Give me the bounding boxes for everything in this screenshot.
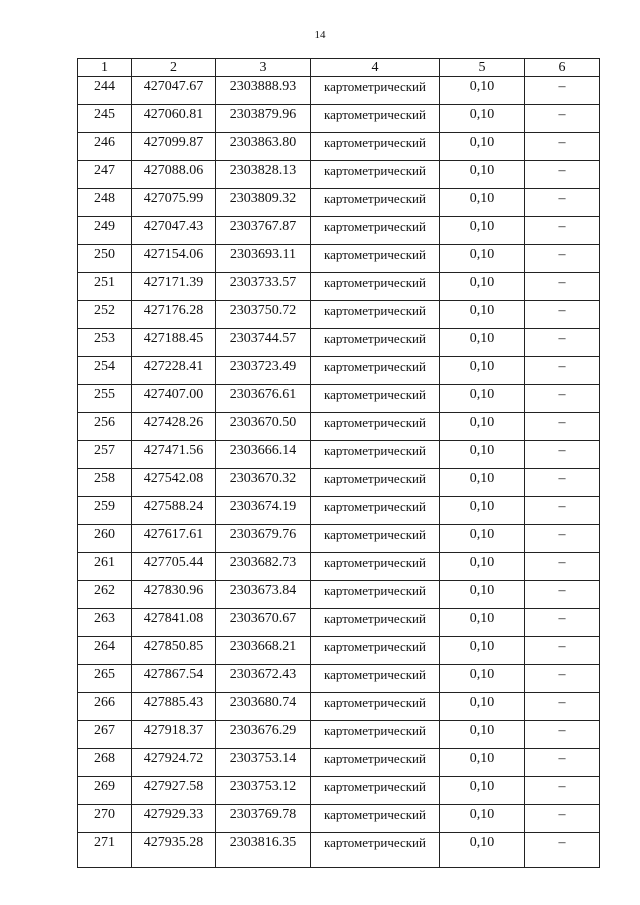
accuracy-cell: 0,10: [440, 161, 525, 189]
description-cell: –: [525, 189, 600, 217]
point-number-cell: 250: [78, 245, 132, 273]
accuracy-cell: 0,10: [440, 525, 525, 553]
point-number-cell: 266: [78, 693, 132, 721]
y-coordinate-cell: 2303676.61: [216, 385, 311, 413]
method-cell: картометрический: [311, 721, 440, 749]
y-coordinate-cell: 2303673.84: [216, 581, 311, 609]
y-coordinate-cell: 2303750.72: [216, 301, 311, 329]
x-coordinate-cell: 427830.96: [132, 581, 216, 609]
method-cell: картометрический: [311, 189, 440, 217]
x-coordinate-cell: 427407.00: [132, 385, 216, 413]
description-cell: –: [525, 805, 600, 833]
table-header: [78, 59, 600, 77]
table-row: [78, 637, 600, 665]
point-number-cell: 245: [78, 105, 132, 133]
method-cell: картометрический: [311, 161, 440, 189]
column-header-5: 5: [440, 59, 525, 77]
point-number-cell: 255: [78, 385, 132, 413]
x-coordinate-cell: 427154.06: [132, 245, 216, 273]
method-cell: картометрический: [311, 833, 440, 868]
point-number-cell: 254: [78, 357, 132, 385]
x-coordinate-cell: 427088.06: [132, 161, 216, 189]
table-row: [78, 553, 600, 581]
method-cell: картометрический: [311, 357, 440, 385]
point-number-cell: 251: [78, 273, 132, 301]
point-number-cell: 263: [78, 609, 132, 637]
point-number-cell: 271: [78, 833, 132, 868]
method-cell: картометрический: [311, 525, 440, 553]
description-cell: –: [525, 693, 600, 721]
table-row: [78, 721, 600, 749]
table-row: [78, 609, 600, 637]
description-cell: –: [525, 105, 600, 133]
x-coordinate-cell: 427867.54: [132, 665, 216, 693]
point-number-cell: 247: [78, 161, 132, 189]
table-row: [78, 581, 600, 609]
accuracy-cell: 0,10: [440, 385, 525, 413]
y-coordinate-cell: 2303674.19: [216, 497, 311, 525]
table-row: [78, 413, 600, 441]
x-coordinate-cell: 427428.26: [132, 413, 216, 441]
accuracy-cell: 0,10: [440, 777, 525, 805]
accuracy-cell: 0,10: [440, 273, 525, 301]
method-cell: картометрический: [311, 581, 440, 609]
table-row: [78, 497, 600, 525]
column-header-6: 6: [525, 59, 600, 77]
point-number-cell: 246: [78, 133, 132, 161]
method-cell: картометрический: [311, 245, 440, 273]
accuracy-cell: 0,10: [440, 217, 525, 245]
description-cell: –: [525, 833, 600, 868]
page-number: 14: [314, 29, 326, 41]
point-number-cell: 259: [78, 497, 132, 525]
accuracy-cell: 0,10: [440, 637, 525, 665]
method-cell: картометрический: [311, 413, 440, 441]
accuracy-cell: 0,10: [440, 497, 525, 525]
method-cell: картометрический: [311, 105, 440, 133]
table-row: [78, 833, 600, 868]
accuracy-cell: 0,10: [440, 357, 525, 385]
table-row: [78, 385, 600, 413]
y-coordinate-cell: 2303666.14: [216, 441, 311, 469]
point-number-cell: 252: [78, 301, 132, 329]
x-coordinate-cell: 427850.85: [132, 637, 216, 665]
accuracy-cell: 0,10: [440, 245, 525, 273]
y-coordinate-cell: 2303679.76: [216, 525, 311, 553]
x-coordinate-cell: 427924.72: [132, 749, 216, 777]
point-number-cell: 244: [78, 77, 132, 105]
table-row: [78, 105, 600, 133]
accuracy-cell: 0,10: [440, 301, 525, 329]
method-cell: картометрический: [311, 805, 440, 833]
x-coordinate-cell: 427617.61: [132, 525, 216, 553]
description-cell: –: [525, 553, 600, 581]
method-cell: картометрический: [311, 469, 440, 497]
table-row: [78, 301, 600, 329]
description-cell: –: [525, 133, 600, 161]
table-body: [78, 77, 600, 868]
method-cell: картометрический: [311, 609, 440, 637]
y-coordinate-cell: 2303670.67: [216, 609, 311, 637]
x-coordinate-cell: 427047.67: [132, 77, 216, 105]
table-row: [78, 749, 600, 777]
description-cell: –: [525, 329, 600, 357]
point-number-cell: 268: [78, 749, 132, 777]
header-row: [78, 59, 600, 77]
column-header-1: 1: [78, 59, 132, 77]
description-cell: –: [525, 161, 600, 189]
y-coordinate-cell: 2303733.57: [216, 273, 311, 301]
accuracy-cell: 0,10: [440, 749, 525, 777]
accuracy-cell: 0,10: [440, 693, 525, 721]
x-coordinate-cell: 427927.58: [132, 777, 216, 805]
accuracy-cell: 0,10: [440, 189, 525, 217]
y-coordinate-cell: 2303816.35: [216, 833, 311, 868]
table-row: [78, 665, 600, 693]
description-cell: –: [525, 749, 600, 777]
method-cell: картометрический: [311, 217, 440, 245]
y-coordinate-cell: 2303879.96: [216, 105, 311, 133]
point-number-cell: 270: [78, 805, 132, 833]
y-coordinate-cell: 2303753.12: [216, 777, 311, 805]
point-number-cell: 257: [78, 441, 132, 469]
point-number-cell: 265: [78, 665, 132, 693]
method-cell: картометрический: [311, 553, 440, 581]
x-coordinate-cell: 427099.87: [132, 133, 216, 161]
x-coordinate-cell: 427471.56: [132, 441, 216, 469]
description-cell: –: [525, 77, 600, 105]
point-number-cell: 261: [78, 553, 132, 581]
description-cell: –: [525, 637, 600, 665]
y-coordinate-cell: 2303672.43: [216, 665, 311, 693]
method-cell: картометрический: [311, 77, 440, 105]
table-row: [78, 693, 600, 721]
description-cell: –: [525, 217, 600, 245]
y-coordinate-cell: 2303676.29: [216, 721, 311, 749]
method-cell: картометрический: [311, 637, 440, 665]
x-coordinate-cell: 427188.45: [132, 329, 216, 357]
y-coordinate-cell: 2303693.11: [216, 245, 311, 273]
y-coordinate-cell: 2303723.49: [216, 357, 311, 385]
table-row: [78, 245, 600, 273]
description-cell: –: [525, 777, 600, 805]
x-coordinate-cell: 427075.99: [132, 189, 216, 217]
accuracy-cell: 0,10: [440, 469, 525, 497]
method-cell: картометрический: [311, 441, 440, 469]
method-cell: картометрический: [311, 273, 440, 301]
accuracy-cell: 0,10: [440, 413, 525, 441]
accuracy-cell: 0,10: [440, 441, 525, 469]
description-cell: –: [525, 273, 600, 301]
method-cell: картометрический: [311, 385, 440, 413]
description-cell: –: [525, 301, 600, 329]
description-cell: –: [525, 413, 600, 441]
y-coordinate-cell: 2303828.13: [216, 161, 311, 189]
x-coordinate-cell: 427176.28: [132, 301, 216, 329]
description-cell: –: [525, 525, 600, 553]
table-row: [78, 329, 600, 357]
accuracy-cell: 0,10: [440, 133, 525, 161]
y-coordinate-cell: 2303744.57: [216, 329, 311, 357]
table-row: [78, 133, 600, 161]
x-coordinate-cell: 427841.08: [132, 609, 216, 637]
y-coordinate-cell: 2303670.50: [216, 413, 311, 441]
x-coordinate-cell: 427885.43: [132, 693, 216, 721]
accuracy-cell: 0,10: [440, 581, 525, 609]
x-coordinate-cell: 427918.37: [132, 721, 216, 749]
y-coordinate-cell: 2303767.87: [216, 217, 311, 245]
point-number-cell: 264: [78, 637, 132, 665]
table-row: [78, 273, 600, 301]
y-coordinate-cell: 2303809.32: [216, 189, 311, 217]
accuracy-cell: 0,10: [440, 77, 525, 105]
table-row: [78, 525, 600, 553]
method-cell: картометрический: [311, 749, 440, 777]
method-cell: картометрический: [311, 777, 440, 805]
method-cell: картометрический: [311, 497, 440, 525]
coordinates-table: [77, 58, 600, 868]
y-coordinate-cell: 2303668.21: [216, 637, 311, 665]
description-cell: –: [525, 609, 600, 637]
description-cell: –: [525, 357, 600, 385]
table-row: [78, 469, 600, 497]
x-coordinate-cell: 427060.81: [132, 105, 216, 133]
table-row: [78, 441, 600, 469]
point-number-cell: 267: [78, 721, 132, 749]
y-coordinate-cell: 2303753.14: [216, 749, 311, 777]
table-row: [78, 217, 600, 245]
method-cell: картометрический: [311, 329, 440, 357]
accuracy-cell: 0,10: [440, 665, 525, 693]
table-row: [78, 777, 600, 805]
x-coordinate-cell: 427929.33: [132, 805, 216, 833]
accuracy-cell: 0,10: [440, 721, 525, 749]
method-cell: картометрический: [311, 301, 440, 329]
description-cell: –: [525, 665, 600, 693]
table-row: [78, 189, 600, 217]
y-coordinate-cell: 2303682.73: [216, 553, 311, 581]
description-cell: –: [525, 469, 600, 497]
method-cell: картометрический: [311, 665, 440, 693]
y-coordinate-cell: 2303680.74: [216, 693, 311, 721]
x-coordinate-cell: 427705.44: [132, 553, 216, 581]
x-coordinate-cell: 427935.28: [132, 833, 216, 868]
table-row: [78, 805, 600, 833]
description-cell: –: [525, 385, 600, 413]
description-cell: –: [525, 497, 600, 525]
point-number-cell: 260: [78, 525, 132, 553]
x-coordinate-cell: 427047.43: [132, 217, 216, 245]
accuracy-cell: 0,10: [440, 805, 525, 833]
point-number-cell: 269: [78, 777, 132, 805]
y-coordinate-cell: 2303769.78: [216, 805, 311, 833]
accuracy-cell: 0,10: [440, 833, 525, 868]
column-header-2: 2: [132, 59, 216, 77]
x-coordinate-cell: 427228.41: [132, 357, 216, 385]
accuracy-cell: 0,10: [440, 553, 525, 581]
column-header-3: 3: [216, 59, 311, 77]
point-number-cell: 248: [78, 189, 132, 217]
method-cell: картометрический: [311, 693, 440, 721]
accuracy-cell: 0,10: [440, 609, 525, 637]
point-number-cell: 256: [78, 413, 132, 441]
accuracy-cell: 0,10: [440, 105, 525, 133]
description-cell: –: [525, 581, 600, 609]
point-number-cell: 262: [78, 581, 132, 609]
method-cell: картометрический: [311, 133, 440, 161]
table-row: [78, 357, 600, 385]
accuracy-cell: 0,10: [440, 329, 525, 357]
point-number-cell: 258: [78, 469, 132, 497]
x-coordinate-cell: 427542.08: [132, 469, 216, 497]
table-row: [78, 161, 600, 189]
description-cell: –: [525, 441, 600, 469]
point-number-cell: 253: [78, 329, 132, 357]
table-row: [78, 77, 600, 105]
x-coordinate-cell: 427588.24: [132, 497, 216, 525]
x-coordinate-cell: 427171.39: [132, 273, 216, 301]
column-header-4: 4: [311, 59, 440, 77]
description-cell: –: [525, 721, 600, 749]
y-coordinate-cell: 2303670.32: [216, 469, 311, 497]
description-cell: –: [525, 245, 600, 273]
point-number-cell: 249: [78, 217, 132, 245]
y-coordinate-cell: 2303888.93: [216, 77, 311, 105]
y-coordinate-cell: 2303863.80: [216, 133, 311, 161]
